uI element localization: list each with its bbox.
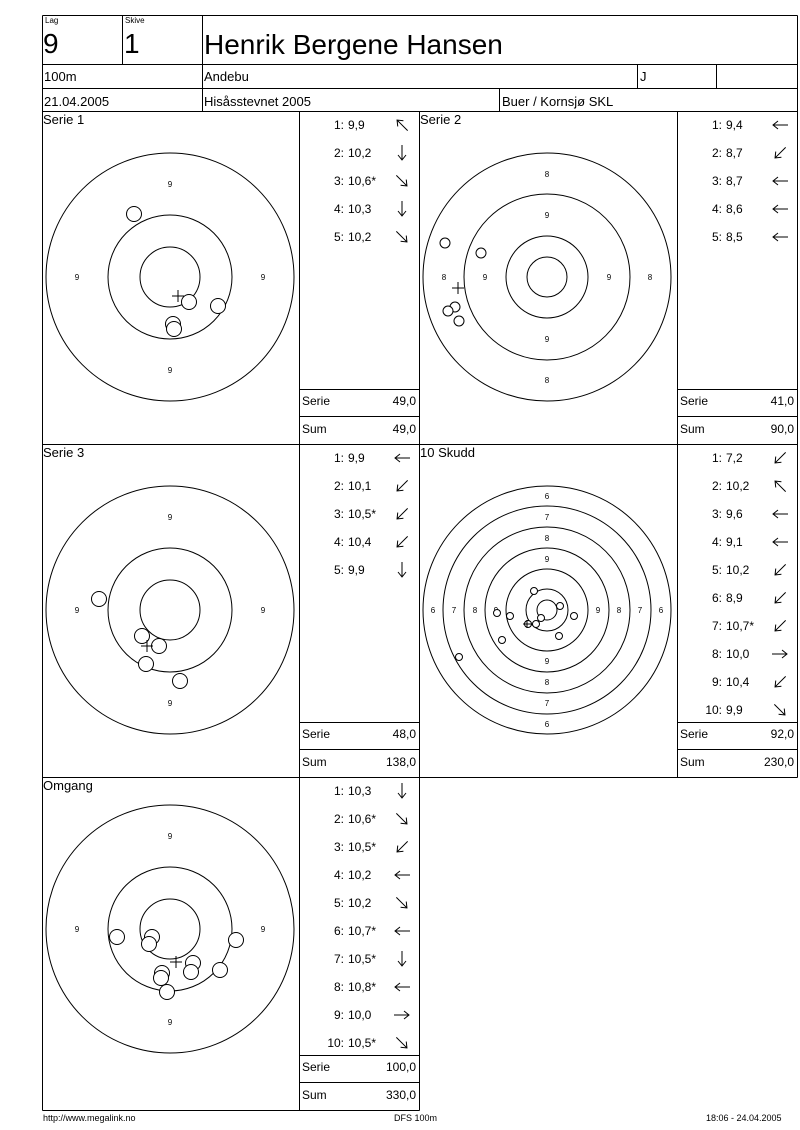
serie-label: Serie [680,394,709,408]
ring-label: 9 [167,366,173,375]
shot-number: 1: [711,118,722,132]
direction-arrow-icon [770,227,790,247]
shot-number: 6: [711,591,722,605]
ring-label: 8 [544,170,550,179]
shot-score: 10,4 [348,535,372,549]
direction-arrow-icon [770,504,790,524]
serie-total: 41,0 [770,394,794,408]
ring-label: 8 [544,376,550,385]
ring-label: 9 [167,699,173,708]
direction-arrow-icon [392,921,412,941]
direction-arrow-icon [392,227,412,247]
panel-title-serie-1: Serie 1 [43,112,85,127]
shot-score: 10,2 [348,896,372,910]
shot-number: 2: [333,479,344,493]
shot-number: 3: [333,840,344,854]
lag-label: Lag [45,16,59,25]
ring-label: 6 [544,492,550,501]
sum-label: Sum [302,422,327,436]
shot-score: 10,7* [726,619,755,633]
sum-label: Sum [302,1088,327,1102]
shot-score: 10,3 [348,202,372,216]
direction-arrow-icon [770,143,790,163]
direction-arrow-icon [392,837,412,857]
shot-score: 10,2 [726,479,750,493]
shot-number: 2: [333,812,344,826]
panel-title-10-skudd: 10 Skudd [420,445,475,460]
direction-arrow-icon [392,1005,412,1025]
klasse: J [640,69,647,84]
shot-score: 9,9 [348,118,365,132]
shot-score: 9,6 [726,507,743,521]
shot-score: 9,4 [726,118,743,132]
ring-label: 9 [74,273,80,282]
direction-arrow-icon [392,476,412,496]
ring-label: 7 [451,606,457,615]
sum-total: 49,0 [392,422,416,436]
direction-arrow-icon [392,143,412,163]
ring-label: 9 [74,925,80,934]
shot-score: 10,3 [348,784,372,798]
shot-score: 10,5* [348,952,377,966]
ring-label: 8 [472,606,478,615]
direction-arrow-icon [392,1033,412,1053]
shot-score: 10,1 [348,479,372,493]
shot-score: 10,0 [726,647,750,661]
shot-number: 7: [711,619,722,633]
sum-total: 90,0 [770,422,794,436]
ring-label: 6 [658,606,664,615]
ring-label: 8 [616,606,622,615]
shot-number: 1: [711,451,722,465]
shot-score: 10,2 [348,868,372,882]
shot-score: 10,8* [348,980,377,994]
shot-number: 9: [711,675,722,689]
direction-arrow-icon [392,977,412,997]
shot-score: 10,0 [348,1008,372,1022]
shot-number: 5: [711,230,722,244]
footer-url: http://www.megalink.no [43,1113,136,1123]
direction-arrow-icon [392,115,412,135]
shot-score: 9,9 [348,451,365,465]
direction-arrow-icon [770,532,790,552]
shot-score: 10,5* [348,840,377,854]
shot-score: 10,7* [348,924,377,938]
shot-score: 7,2 [726,451,743,465]
direction-arrow-icon [770,588,790,608]
ring-label: 6 [430,606,436,615]
shot-score: 10,2 [348,146,372,160]
ring-label: 9 [544,657,550,666]
footer-timestamp: 18:06 - 24.04.2005 [706,1113,782,1123]
ring-label: 9 [595,606,601,615]
serie-label: Serie [302,1060,331,1074]
shot-number: 1: [333,118,344,132]
shot-score: 10,4 [726,675,750,689]
shot-number: 5: [333,563,344,577]
direction-arrow-icon [770,115,790,135]
ring-label: 7 [544,513,550,522]
serie-label: Serie [302,394,331,408]
shot-number: 2: [711,479,722,493]
direction-arrow-icon [770,560,790,580]
event-name: Hisåsstevnet 2005 [204,94,311,109]
panel-title-serie-3: Serie 3 [43,445,85,460]
sum-label: Sum [680,422,705,436]
direction-arrow-icon [770,199,790,219]
ring-label: 8 [544,678,550,687]
ring-label: 9 [482,273,488,282]
direction-arrow-icon [770,476,790,496]
direction-arrow-icon [392,199,412,219]
ring-label: 9 [167,513,173,522]
shot-score: 8,6 [726,202,743,216]
shot-number: 1: [333,451,344,465]
shot-number: 3: [333,174,344,188]
direction-arrow-icon [770,700,790,720]
date: 21.04.2005 [44,94,110,109]
shot-number: 5: [333,230,344,244]
ring-label: 9 [167,180,173,189]
shot-number: 1: [333,784,344,798]
direction-arrow-icon [392,504,412,524]
footer-discipline: DFS 100m [394,1113,438,1123]
sum-label: Sum [302,755,327,769]
shooter-name: Henrik Bergene Hansen [204,29,503,60]
location: Buer / Kornsjø SKL [502,94,614,109]
shot-number: 3: [333,507,344,521]
direction-arrow-icon [770,672,790,692]
shot-score: 10,5* [348,507,377,521]
lag-value: 9 [43,28,59,59]
direction-arrow-icon [392,809,412,829]
ring-label: 9 [606,273,612,282]
serie-total: 100,0 [385,1060,416,1074]
shot-score: 9,1 [726,535,743,549]
skive-value: 1 [124,28,140,59]
shot-number: 5: [711,563,722,577]
shot-score: 9,9 [348,563,365,577]
sum-total: 138,0 [385,755,416,769]
ring-label: 9 [544,211,550,220]
ring-label: 9 [260,925,266,934]
shot-number: 2: [711,146,722,160]
ring-label: 9 [260,273,266,282]
direction-arrow-icon [770,616,790,636]
sum-total: 230,0 [763,755,794,769]
serie-total: 92,0 [770,727,794,741]
ring-label: 9 [167,1018,173,1027]
shot-number: 3: [711,507,722,521]
skive-label: Skive [125,16,145,25]
shot-number: 4: [711,202,722,216]
direction-arrow-icon [392,532,412,552]
shot-number: 10: [327,1036,344,1050]
shot-number: 4: [711,535,722,549]
serie-label: Serie [302,727,331,741]
shot-number: 4: [333,868,344,882]
club: Andebu [204,69,249,84]
direction-arrow-icon [392,448,412,468]
ring-label: 8 [647,273,653,282]
ring-label: 9 [74,606,80,615]
ring-label: 9 [167,832,173,841]
shot-number: 10: [705,703,722,717]
panel-title-omgang: Omgang [43,778,93,793]
shot-score: 8,9 [726,591,743,605]
serie-total: 49,0 [392,394,416,408]
shot-score: 8,7 [726,146,743,160]
shot-score: 10,6* [348,812,377,826]
direction-arrow-icon [392,865,412,885]
ring-label: 9 [544,335,550,344]
direction-arrow-icon [770,448,790,468]
distance: 100m [44,69,77,84]
ring-label: 7 [544,699,550,708]
serie-label: Serie [680,727,709,741]
shot-number: 9: [333,1008,344,1022]
shot-score: 10,2 [726,563,750,577]
direction-arrow-icon [392,560,412,580]
shot-number: 8: [333,980,344,994]
direction-arrow-icon [392,781,412,801]
shot-score: 9,9 [726,703,743,717]
ring-label: 9 [544,555,550,564]
sum-total: 330,0 [385,1088,416,1102]
shot-score: 10,6* [348,174,377,188]
ring-label: 7 [637,606,643,615]
direction-arrow-icon [770,171,790,191]
shot-number: 6: [333,924,344,938]
shot-number: 8: [711,647,722,661]
serie-total: 48,0 [392,727,416,741]
ring-label: 6 [544,720,550,729]
ring-label: 8 [441,273,447,282]
direction-arrow-icon [392,893,412,913]
ring-label: 9 [260,606,266,615]
shot-score: 8,7 [726,174,743,188]
shot-score: 10,2 [348,230,372,244]
ring-label: 8 [544,534,550,543]
shot-score: 8,5 [726,230,743,244]
shot-score: 10,5* [348,1036,377,1050]
panel-title-serie-2: Serie 2 [420,112,462,127]
shot-number: 3: [711,174,722,188]
shot-number: 4: [333,535,344,549]
shot-number: 5: [333,896,344,910]
shot-number: 4: [333,202,344,216]
shot-number: 2: [333,146,344,160]
direction-arrow-icon [392,949,412,969]
direction-arrow-icon [392,171,412,191]
direction-arrow-icon [770,644,790,664]
sum-label: Sum [680,755,705,769]
shot-number: 7: [333,952,344,966]
